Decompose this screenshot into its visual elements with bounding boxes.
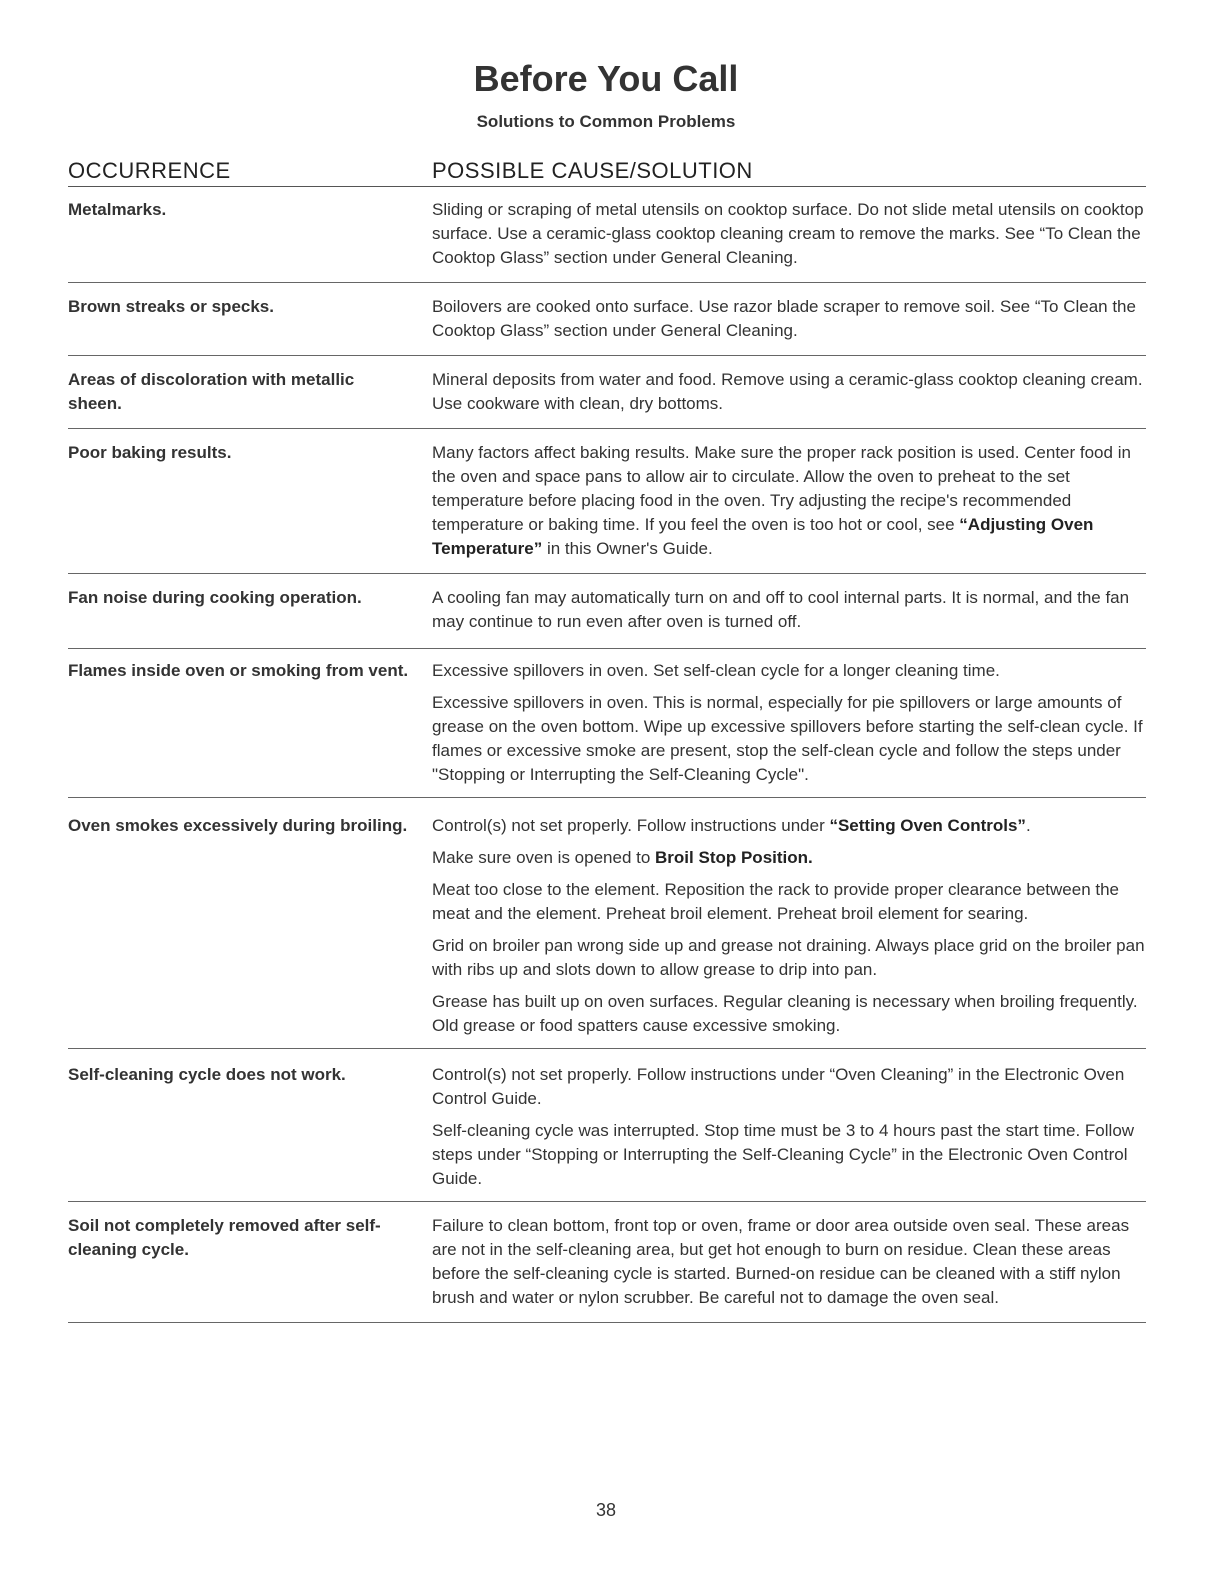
solution-paragraph [432,659,1146,683]
header-divider [68,186,1146,187]
table-row [68,574,1146,649]
occurrence-cell: Metalmarks. [68,200,167,219]
troubleshooting-table [68,188,1146,1323]
solution-cell [432,1214,1146,1310]
solution-text: Many factors affect baking results. Make sure the proper rack position is used. Center food in the oven and space pans to allow air to circulate. Allow the oven to preheat to the set temperature before placing food in the oven. Try adjusting the recipe's recommended temperature or baking time. If you feel the oven is too hot or cool, see [432,443,1131,534]
solution-text: A cooling fan may automatically turn on and off to cool internal parts. It is normal, and the fan may continue to run even after oven is turned off. [432,588,1130,631]
solution-text: Control(s) not set properly. Follow instructions under [432,816,830,835]
occurrence-cell: Areas of discoloration with metallic sheen. [68,370,355,413]
table-row [68,1202,1146,1323]
solution-cell [432,198,1146,270]
solution-paragraph [432,814,1146,838]
occurrence-cell: Flames inside oven or smoking from vent. [68,661,409,680]
solution-cell [432,295,1146,343]
solution-emphasis: Broil Stop Position. [655,848,813,867]
solution-text: Excessive spillovers in oven. Set self-clean cycle for a longer cleaning time. [432,661,1000,680]
solution-text: . [1025,816,1031,835]
solution-cell [432,1063,1146,1191]
solution-text: Grid on broiler pan wrong side up and grease not draining. Always place grid on the broiler pan with ribs up and slots down to allow grease to drip into pan. [432,936,1145,979]
solution-paragraph [432,691,1146,787]
solution-paragraph [432,295,1146,343]
table-row [68,188,1146,283]
table-row [68,429,1146,574]
solution-emphasis: “Adjusting Oven Temperature” [432,515,1094,558]
solution-cell [432,368,1146,416]
page-number: 38 [595,1500,617,1520]
solution-paragraph [432,441,1146,561]
occurrence-cell: Poor baking results. [68,443,232,462]
solution-cell [432,814,1146,1038]
solution-cell [432,659,1146,787]
table-row [68,1049,1146,1202]
solution-emphasis: “Setting Oven Controls” [829,816,1026,835]
solution-text: Failure to clean bottom, front top or oven, frame or door area outside oven seal. These areas are not in the self-cleaning area, but get hot enough to burn on residue. Clean these areas before the self-cleaning cycle is started. Burned-on residue can be cleaned with a stiff nylon brush and water or nylon scrubber. Be careful not to damage the oven seal. [432,1216,1130,1307]
solution-paragraph [432,1063,1146,1111]
solution-cell [432,441,1146,561]
table-row [68,356,1146,429]
solution-cell [432,586,1146,634]
solution-text: Mineral deposits from water and food. Remove using a ceramic-glass cooktop cleaning cream. Use cookware with clean, dry bottoms. [432,370,1143,413]
page-subtitle: Solutions to Common Problems [476,112,736,131]
occurrence-cell: Soil not completely removed after self-cleaning cycle. [68,1216,381,1259]
solution-paragraph [432,198,1146,270]
occurrence-cell: Self-cleaning cycle does not work. [68,1065,346,1084]
solution-paragraph [432,368,1146,416]
table-row [68,649,1146,798]
solution-paragraph [432,586,1146,634]
solution-paragraph [432,846,1146,870]
occurrence-cell: Oven smokes excessively during broiling. [68,816,408,835]
solution-text: Excessive spillovers in oven. This is normal, especially for pie spillovers or large amounts of grease on the oven bottom. Wipe up excessive spillovers before starting the self-clean cycle. If flames or excessive smoke are present, stop the self-clean cycle and follow the steps under "Stopping or Interrupting the Self-Cleaning Cycle". [432,693,1143,784]
solution-text: Sliding or scraping of metal utensils on cooktop surface. Do not slide metal utensils on cooktop surface. Use a ceramic-glass cooktop cleaning cream to remove the marks. See “To Clean the Cooktop Glass” section under General Cleaning. [432,200,1144,267]
solution-text: Meat too close to the element. Reposition the rack to provide proper clearance between the meat and the element. Preheat broil element. Preheat broil element for searing. [432,880,1120,923]
occurrence-cell: Brown streaks or specks. [68,297,274,316]
solution-text: Boilovers are cooked onto surface. Use razor blade scraper to remove soil. See “To Clean the Cooktop Glass” section under General Cleaning. [432,297,1136,340]
solution-text: Self-cleaning cycle was interrupted. Stop time must be 3 to 4 hours past the start time. Follow steps under “Stopping or Interrupting the Self-Cleaning Cycle” in the Electronic Oven Control Guide. [432,1121,1135,1188]
solution-paragraph [432,934,1146,982]
cause-column-header: POSSIBLE CAUSE/SOLUTION [432,158,753,183]
solution-paragraph [432,990,1146,1038]
solution-text: Make sure oven is opened to [432,848,656,867]
page-title: Before You Call [473,58,739,99]
solution-text: Control(s) not set properly. Follow instructions under “Oven Cleaning” in the Electronic Oven Control Guide. [432,1065,1125,1108]
solution-text: Grease has built up on oven surfaces. Regular cleaning is necessary when broiling frequently. Old grease or food spatters cause excessive smoking. [432,992,1138,1035]
solution-text: in this Owner's Guide. [542,539,713,558]
table-row [68,798,1146,1049]
solution-paragraph [432,1214,1146,1310]
table-row [68,283,1146,356]
occurrence-column-header: OCCURRENCE [68,158,231,183]
solution-paragraph [432,1119,1146,1191]
occurrence-cell: Fan noise during cooking operation. [68,588,362,607]
solution-paragraph [432,878,1146,926]
